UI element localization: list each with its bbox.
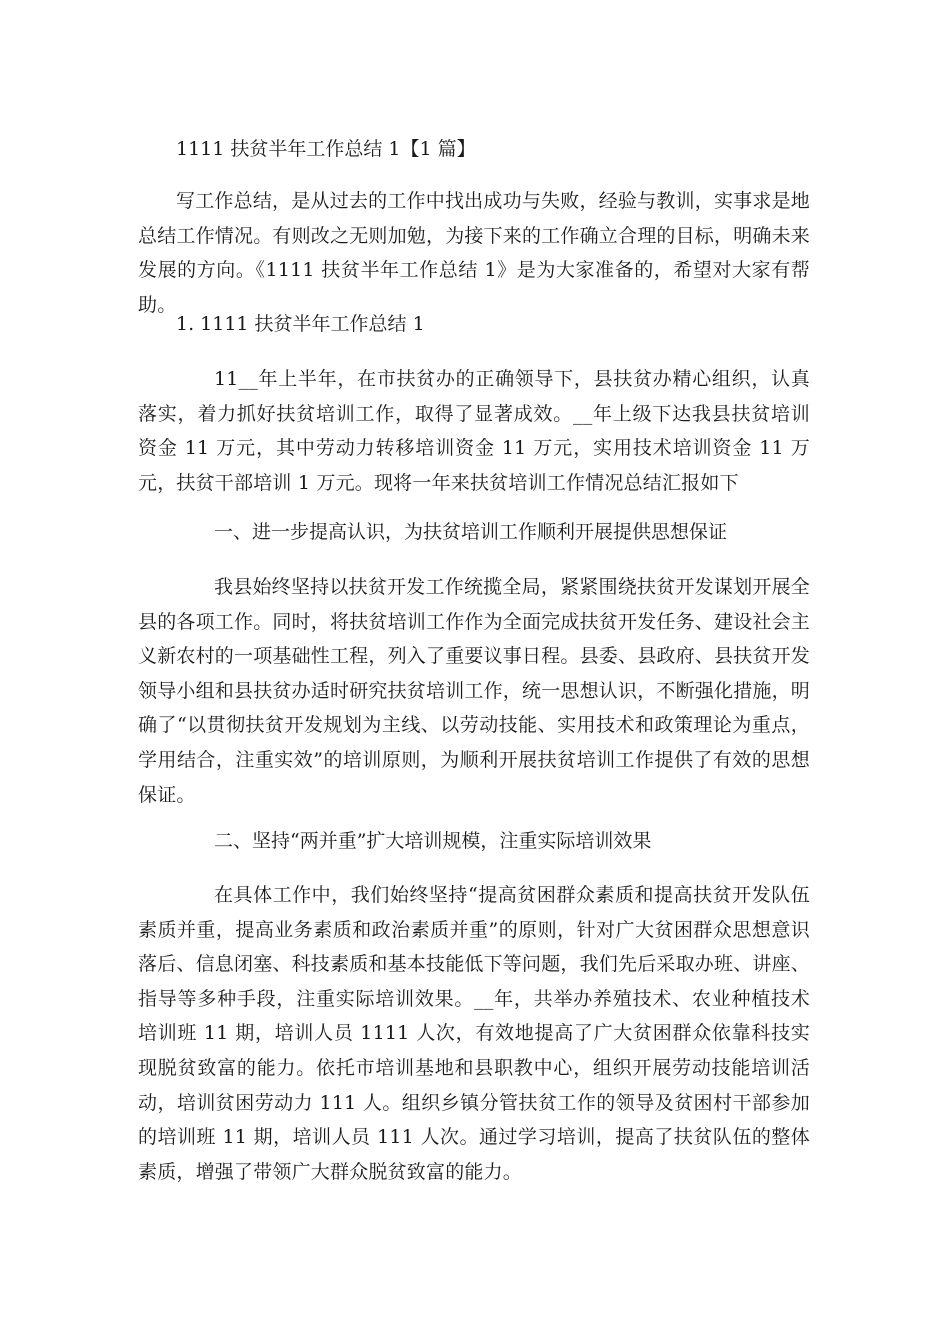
intro-paragraph: 写工作总结，是从过去的工作中找出成功与失败，经验与教训，实事求是地总结工作情况。有则改之无则加勉，为接下来的工作确立合理的目标，明确未来发展的方向。《1111 扶贫半年工作总结 1》是为大家准备的，希望对大家有帮助。: [138, 190, 811, 316]
section-heading-2: 二、坚持“两并重”扩大培训规模，注重实际培训效果: [214, 830, 652, 852]
body-paragraph-3: 在具体工作中，我们始终坚持“提高贫困群众素质和提高扶贫开发队伍素质并重，提高业务素质和政治素质并重”的原则，针对广大贫困群众思想意识落后、信息闭塞、科技素质和基本技能低下等问题，我们先后采取办班、讲座、指导等多种手段，注重实际培训效果。__年，共举办养殖技术、农业种植技术培训班 11 期，培训人员 1111 人次，有效地提高了广大贫困群众依靠科技实现脱贫致富的能力。依托市培训基地和县职教中心，组织开展劳动技能培训活动，培训贫困劳动力 111 人。组织乡镇分管扶贫工作的领导及贫困村干部参加的培训班 11 期，培训人员 111 人次。通过学习培训，提高了扶贫队伍的整体素质，增强了带领广大群众脱贫致富的能力。: [138, 884, 811, 1183]
section-title: 1. 1111 扶贫半年工作总结 1: [176, 313, 425, 335]
body-paragraph-1: 11__年上半年，在市扶贫办的正确领导下，县扶贫办精心组织，认真落实，着力抓好扶贫培训工作，取得了显著成效。__年上级下达我县扶贫培训资金 11 万元，其中劳动力转移培训资金 11 万元，实用技术培训资金 11 万元，扶贫干部培训 1 万元。现将一年来扶贫培训工作情况总结汇报如下: [138, 368, 810, 494]
body-paragraph-2: 我县始终坚持以扶贫开发工作统揽全局，紧紧围绕扶贫开发谋划开展全县的各项工作。同时，将扶贫培训工作作为全面完成扶贫开发任务、建设社会主义新农村的一项基础性工程，列入了重要议事日程。县委、县政府、县扶贫开发领导小组和县扶贫办适时研究扶贫培训工作，统一思想认识，不断强化措施，明确了“以贯彻扶贫开发规划为主线、以劳动技能、实用技术和政策理论为重点，学用结合，注重实效”的培训原则，为顺利开展扶贫培训工作提供了有效的思想保证。: [138, 576, 811, 806]
section-heading-1: 一、进一步提高认识，为扶贫培训工作顺利开展提供思想保证: [214, 521, 728, 543]
document-title: 1111 扶贫半年工作总结 1【1 篇】: [176, 138, 476, 160]
